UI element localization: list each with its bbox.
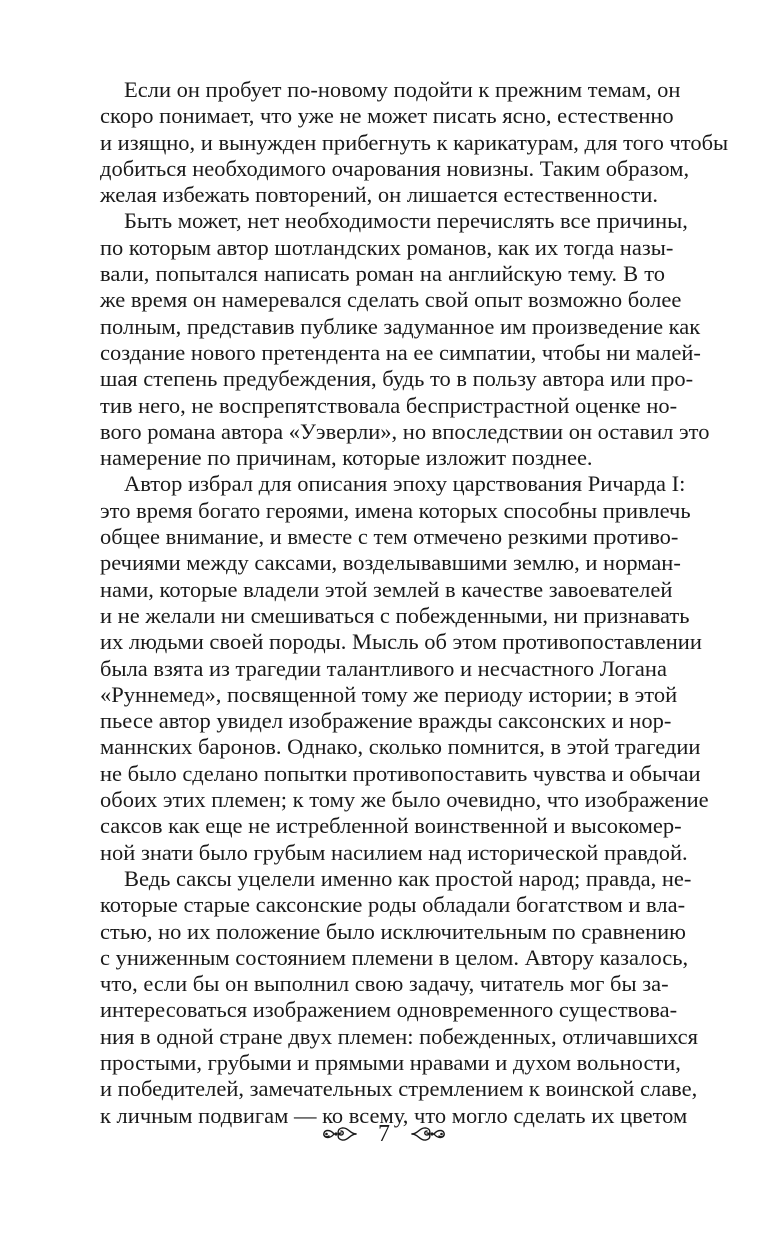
- text-line: обоих этих племен; к тому же было очевидно, что изображение: [100, 787, 709, 813]
- text-line: стью, но их положение было исключительным по сравнению: [100, 918, 686, 944]
- text-line: что, если бы он выполнил свою задачу, читатель мог бы за-: [100, 971, 669, 997]
- text-line: пьесе автор увидел изображение вражды саксонских и нор-: [100, 708, 672, 734]
- text-line: по которым автор шотландских романов, как их тогда назы-: [100, 234, 674, 260]
- page-footer: [0, 1117, 768, 1151]
- text-line: и победителей, замечательных стремлением к воинской славе,: [100, 1076, 698, 1102]
- text-line: с униженным состоянием племени в целом. Автору казалось,: [100, 944, 689, 970]
- text-line: к личным подвигам — ко всему, что могло сделать их цветом: [100, 1102, 688, 1128]
- text-line: речиями между саксами, возделывавшими землю, и норман-: [100, 550, 681, 576]
- text-line: и не желали ни смешиваться с побежденными, ни признавать: [100, 602, 690, 628]
- text-line: шая степень предубеждения, будь то в пользу автора или про-: [100, 366, 694, 392]
- body-text: [100, 77, 729, 1129]
- text-line: общее внимание, и вместе с тем отмечено резкими противо-: [100, 524, 679, 550]
- text-line: ния в одной стране двух племен: побежденных, отличавшихся: [100, 1023, 698, 1049]
- text-line: Если он пробует по-новому подойти к прежним темам, он: [124, 77, 681, 102]
- text-line: нами, которые владели этой землей в качестве завоевателей: [100, 576, 673, 602]
- text-line: их людьми своей породы. Мысль об этом противопоставлении: [100, 629, 702, 655]
- paragraph: [100, 471, 709, 865]
- text-line: Автор избрал для описания эпоху царствования Ричарда I:: [124, 471, 686, 497]
- text-line: Ведь саксы уцелели именно как простой народ; правда, не-: [124, 865, 692, 891]
- text-line: тив него, не воспрепятствовала беспристрастной оценке но-: [100, 392, 678, 418]
- paragraph: [100, 865, 698, 1129]
- text-line: это время богато героями, имена которых способны привлечь: [100, 497, 691, 523]
- text-line: интересоваться изображением одновременного существова-: [100, 997, 678, 1023]
- text-line: и изящно, и вынужден прибегнуть к карикатурам, для того чтобы: [100, 129, 729, 155]
- text-line: добиться необходимого очарования новизны. Таким образом,: [100, 155, 690, 181]
- text-line: простыми, грубыми и прямыми нравами и духом вольности,: [100, 1049, 681, 1075]
- fleuron-left-icon: [320, 1123, 360, 1145]
- text-line: же время он намеревался сделать свой опыт возможно более: [100, 287, 682, 313]
- text-line: полным, представив публике задуманное им произведение как: [100, 313, 701, 339]
- text-line: маннских баронов. Однако, сколько помнится, в этой трагедии: [100, 734, 701, 760]
- text-line: «Руннемед», посвященной тому же периоду истории; в этой: [100, 681, 678, 707]
- text-line: намерение по причинам, которые изложит позднее.: [100, 445, 593, 471]
- text-line: создание нового претендента на ее симпатии, чтобы ни малей-: [100, 339, 701, 365]
- text-line: вали, попытался написать роман на английскую тему. В то: [100, 261, 665, 287]
- text-line: Быть может, нет необходимости перечислять все причины,: [124, 208, 688, 234]
- text-line: ной знати было грубым насилием над исторической правдой.: [100, 839, 688, 865]
- text-line: саксов как еще не истребленной воинственной и высокомер-: [100, 813, 682, 839]
- text-line: была взята из трагедии талантливого и несчастного Логана: [100, 655, 667, 681]
- text-line: вого романа автора «Уэверли», но впоследствии он оставил это: [100, 418, 710, 444]
- text-line: скоро понимает, что уже не может писать ясно, естественно: [100, 103, 674, 129]
- page-number: 7: [378, 1121, 390, 1147]
- text-line: которые старые саксонские роды обладали богатством и вла-: [100, 892, 686, 918]
- paragraph: [100, 77, 729, 208]
- fleuron-right-icon: [408, 1123, 448, 1145]
- text-line: не было сделано попытки противопоставить чувства и обычаи: [100, 760, 701, 786]
- paragraph: [100, 208, 710, 471]
- text-line: желая избежать повторений, он лишается естественности.: [100, 182, 659, 208]
